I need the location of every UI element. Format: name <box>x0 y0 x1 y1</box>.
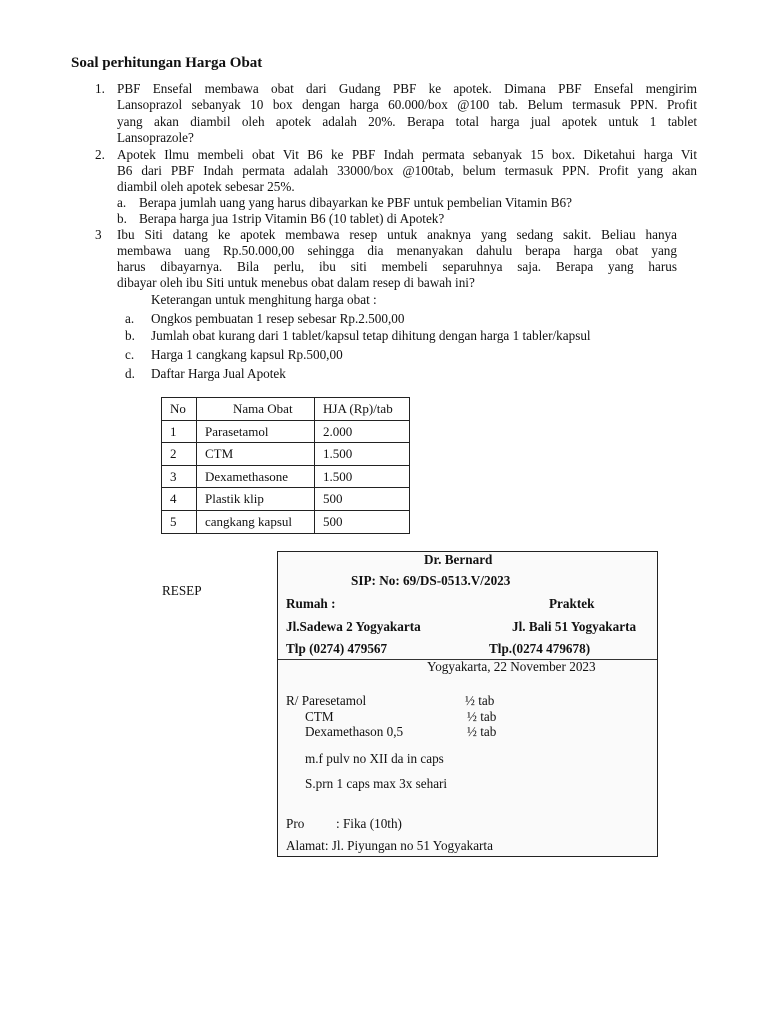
rx-instruction: m.f pulv no XII da in caps <box>305 751 444 766</box>
table-cell: 4 <box>162 488 197 511</box>
resep-label: RESEP <box>162 583 202 598</box>
rumah-address: Jl.Sadewa 2 Yogyakarta <box>286 619 421 634</box>
rx-item-qty: ½ tab <box>467 709 497 724</box>
header-cell: HJA (Rp)/tab <box>315 398 410 421</box>
header-cell: No <box>162 398 197 421</box>
prescription-date: Yogyakarta, 22 November 2023 <box>427 659 596 674</box>
question-text: dibayar oleh ibu Siti untuk menebus obat dalam resep di bawah ini? <box>117 275 475 290</box>
doctor-name: Dr. Bernard <box>424 552 493 567</box>
rx-signa: S.prn 1 caps max 3x sehari <box>305 776 448 791</box>
table-cell: Plastik klip <box>197 488 315 511</box>
keterangan-heading: Keterangan untuk menghitung harga obat : <box>151 292 377 307</box>
item-label: a. <box>125 311 135 326</box>
table-cell: 1 <box>162 420 197 443</box>
question-text: B6 dari PBF Indah permata adalah 33000/box @100tab, belum termasuk PPN. Profit yang akan <box>117 163 697 178</box>
rumah-phone: Tlp (0274) 479567 <box>286 641 388 656</box>
question-text: PBF Ensefal membawa obat dari Gudang PBF ke apotek. Dimana PBF Ensefal mengirim <box>117 81 697 96</box>
question-text: yang akan diambil oleh apotek adalah 20%. Berapa total harga jual apotek untuk 1 tablet <box>117 114 697 129</box>
table-cell: 500 <box>315 510 410 533</box>
rumah-label: Rumah : <box>286 596 336 611</box>
rx-item-qty: ½ tab <box>465 693 495 708</box>
sub-label: b. <box>117 211 127 226</box>
question-text: Ibu Siti datang ke apotek membawa resep untuk anaknya yang sedang sakit. Beliau hanya <box>117 227 677 242</box>
table-cell: 2 <box>162 443 197 466</box>
item-label: d. <box>125 366 135 381</box>
question-number: 1. <box>95 81 105 96</box>
item-text: Jumlah obat kurang dari 1 tablet/kapsul tetap dihitung dengan harga 1 tabler/kapsul <box>151 328 591 343</box>
rx-item-name: R/ Paresetamol <box>286 693 367 708</box>
table-cell: cangkang kapsul <box>197 510 315 533</box>
table-header-row <box>162 398 410 421</box>
table-cell: 1.500 <box>315 465 410 488</box>
table-row <box>162 510 410 533</box>
table-row <box>162 420 410 443</box>
table-row <box>162 443 410 466</box>
table-cell: Parasetamol <box>197 420 315 443</box>
item-text: Harga 1 cangkang kapsul Rp.500,00 <box>151 347 343 362</box>
question-text: harus dibayarnya. Bila perlu, ibu siti membeli separuhnya saja. Berapa yang harus <box>117 259 677 274</box>
price-table <box>161 397 410 534</box>
praktek-phone: Tlp.(0274 479678) <box>489 641 591 656</box>
table-cell: 500 <box>315 488 410 511</box>
question-number: 3 <box>95 227 102 242</box>
table-cell: CTM <box>197 443 315 466</box>
question-text: Lansoprazol sebanyak 10 box dengan harga 60.000/box @100 tab. Belum termasuk PPN. Profit <box>117 97 697 112</box>
table-cell: Dexamethasone <box>197 465 315 488</box>
sip-number: SIP: No: 69/DS-0513.V/2023 <box>351 573 511 588</box>
item-label: c. <box>125 347 135 362</box>
praktek-label: Praktek <box>549 596 595 611</box>
table-cell: 1.500 <box>315 443 410 466</box>
table-row <box>162 488 410 511</box>
question-text: diambil oleh apotek sebesar 25%. <box>117 179 295 194</box>
question-number: 2. <box>95 147 105 162</box>
rx-item-qty: ½ tab <box>467 724 497 739</box>
table-cell: 5 <box>162 510 197 533</box>
question-text: Apotek Ilmu membeli obat Vit B6 ke PBF Indah permata sebanyak 15 box. Diketahui harga Vit <box>117 147 697 162</box>
item-label: b. <box>125 328 135 343</box>
rx-item-name: CTM <box>305 709 334 724</box>
patient-address: Alamat: Jl. Piyungan no 51 Yogyakarta <box>286 838 493 853</box>
page-title: Soal perhitungan Harga Obat <box>71 55 263 71</box>
table-cell: 3 <box>162 465 197 488</box>
sub-question: Berapa jumlah uang yang harus dibayarkan ke PBF untuk pembelian Vitamin B6? <box>139 195 572 210</box>
pro-label: Pro <box>286 816 305 831</box>
table-row <box>162 465 410 488</box>
question-text: membawa uang Rp.50.000,00 sehingga dia menanyakan dahulu berapa harga obat yang <box>117 243 677 258</box>
praktek-address: Jl. Bali 51 Yogyakarta <box>512 619 637 634</box>
item-text: Ongkos pembuatan 1 resep sebesar Rp.2.500,00 <box>151 311 405 326</box>
pro-value: : Fika (10th) <box>336 816 402 831</box>
header-cell: Nama Obat <box>197 398 315 421</box>
prescription-box <box>277 551 658 857</box>
question-text: Lansoprazole? <box>117 130 194 145</box>
item-text: Daftar Harga Jual Apotek <box>151 366 286 381</box>
table-cell: 2.000 <box>315 420 410 443</box>
rx-item-name: Dexamethason 0,5 <box>305 724 404 739</box>
sub-question: Berapa harga jua 1strip Vitamin B6 (10 tablet) di Apotek? <box>139 211 445 226</box>
sub-label: a. <box>117 195 127 210</box>
